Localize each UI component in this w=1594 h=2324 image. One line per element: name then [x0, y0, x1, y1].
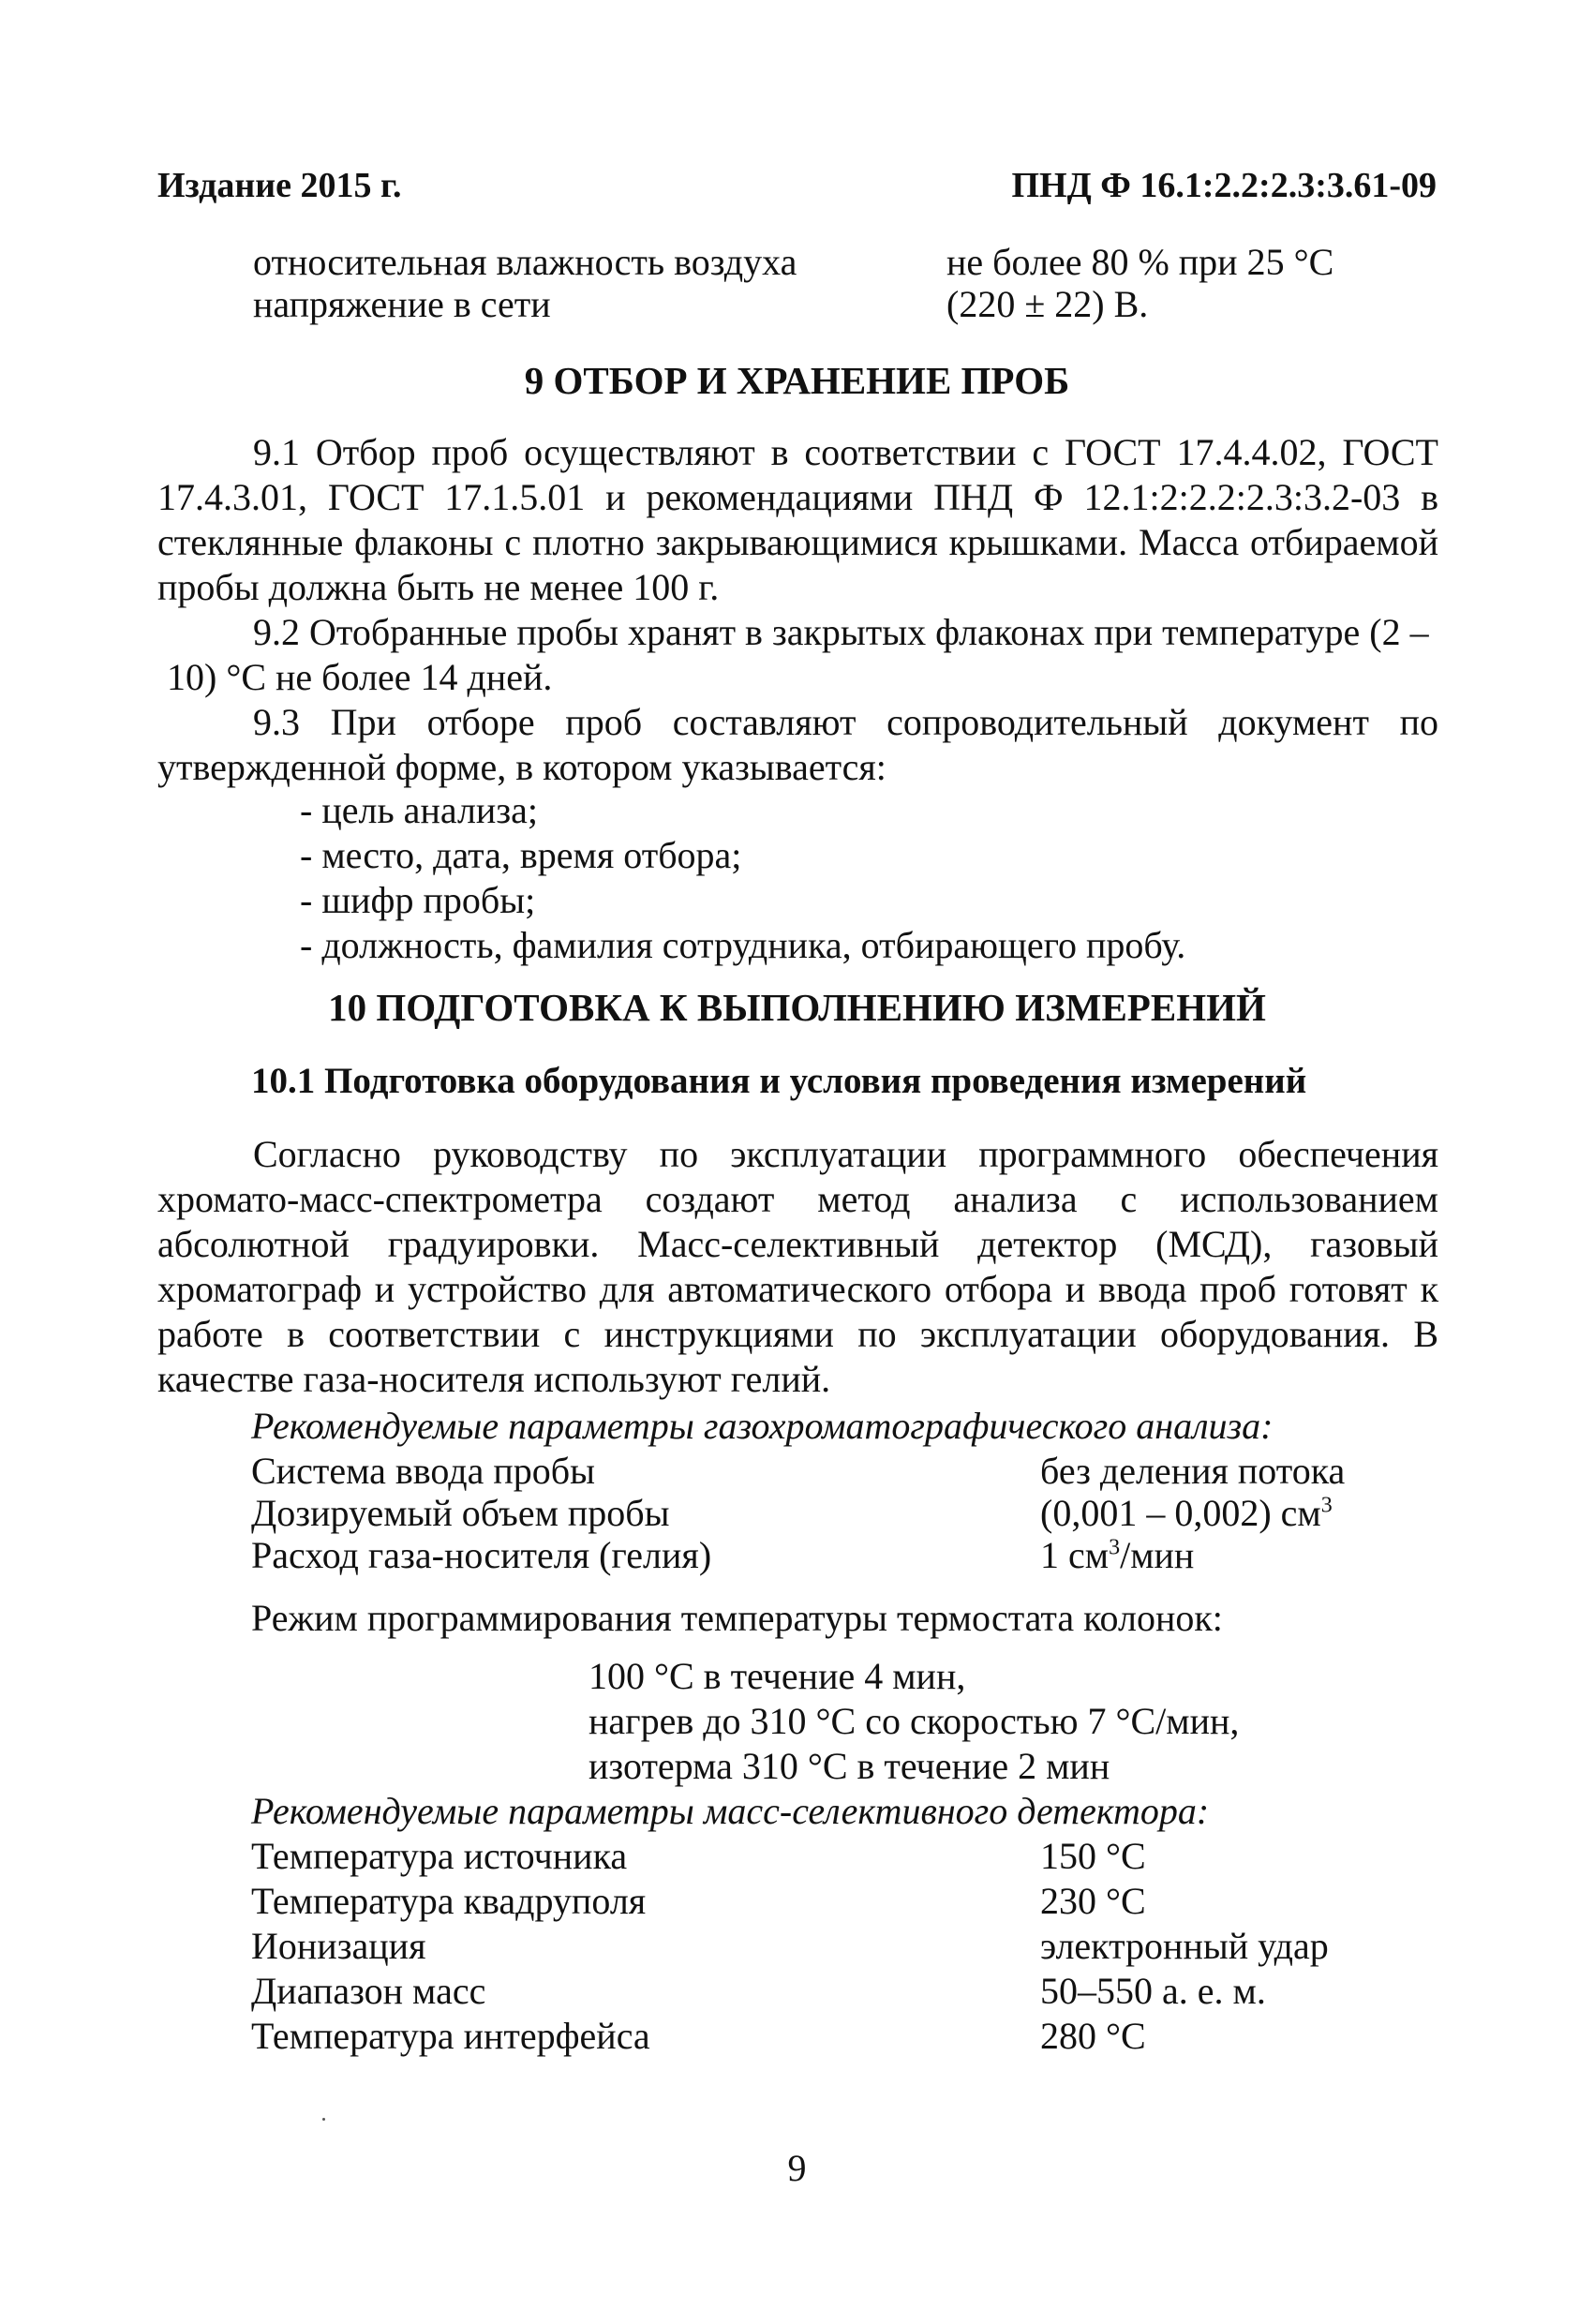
paragraph-9-1: 9.1 Отбор проб осуществляют в соответствии с ГОСТ 17.4.4.02, ГОСТ 17.4.3.01, ГОСТ 17.1.5.01 и рекомендациями ПНД Ф 12.1:2:2.2:2.3:3.2-03 в стеклянные флаконы с плотно закрывающимися крышками. Масса отбираемой пробы должна быть не менее 100 г.	[157, 431, 1438, 608]
condition-value-humidity: не более 80 % при 25 °С	[946, 241, 1334, 283]
condition-label-humidity: относительная влажность воздуха	[253, 241, 797, 283]
condition-label-voltage: напряжение в сети	[253, 283, 551, 325]
gc-param-value-text: (0,001 – 0,002) см	[1040, 1492, 1321, 1534]
page-number: 9	[787, 2147, 807, 2189]
gc-param-label: Расход газа-носителя (гелия)	[251, 1534, 712, 1576]
paragraph-9-3: 9.3 При отборе проб составляют сопроводительный документ по утвержденной форме, в котором указывается:	[157, 701, 1438, 788]
gc-param-label: Система ввода пробы	[251, 1450, 595, 1492]
temp-program-step: изотерма 310 °С в течение 2 мин	[588, 1745, 1110, 1787]
msd-param-label: Ионизация	[251, 1925, 426, 1967]
gc-params-title: Рекомендуемые параметры газохроматографического анализа:	[251, 1405, 1274, 1447]
list-item: - шифр пробы;	[300, 879, 536, 921]
temp-program-title: Режим программирования температуры термостата колонок:	[251, 1597, 1223, 1639]
section-9-title: 9 ОТБОР И ХРАНЕНИЕ ПРОБ	[524, 359, 1070, 402]
msd-param-label: Температура квадруполя	[251, 1880, 647, 1922]
list-item: - место, дата, время отбора;	[300, 834, 742, 876]
msd-param-value: электронный удар	[1040, 1925, 1329, 1967]
section-10-1-body	[157, 1132, 1438, 1402]
scan-speck	[322, 2118, 325, 2121]
document-code: ПНД Ф 16.1:2.2:2.3:3.61-09	[1011, 166, 1437, 205]
msd-params-title: Рекомендуемые параметры масс-селективного детектора:	[251, 1790, 1210, 1832]
msd-param-value: 230 °С	[1040, 1880, 1146, 1922]
section-10-1-title: 10.1 Подготовка оборудования и условия проведения измерений	[251, 1061, 1307, 1101]
msd-param-value: 150 °С	[1040, 1835, 1146, 1877]
msd-param-label: Диапазон масс	[251, 1970, 486, 2012]
section-9-body	[157, 430, 1438, 790]
list-item: - должность, фамилия сотрудника, отбирающего пробу.	[300, 924, 1186, 966]
section-10-title: 10 ПОДГОТОВКА К ВЫПОЛНЕНИЮ ИЗМЕРЕНИЙ	[328, 986, 1266, 1029]
gc-param-value	[1040, 1492, 1333, 1534]
edition-label: Издание 2015 г.	[157, 166, 402, 205]
temp-program-step: 100 °С в течение 4 мин,	[588, 1655, 966, 1697]
superscript: 3	[1320, 1493, 1333, 1518]
msd-param-value: 50–550 а. е. м.	[1040, 1970, 1266, 2012]
superscript: 3	[1109, 1535, 1121, 1560]
paragraph-9-2-end: 10) °С не более 14 дней.	[167, 656, 553, 698]
paragraph-9-2-start: 9.2 Отобранные пробы хранят в закрытых флаконах при температуре (2 –	[253, 611, 1429, 653]
condition-value-voltage: (220 ± 22) В.	[946, 283, 1149, 325]
gc-param-value	[1040, 1534, 1195, 1576]
msd-param-value: 280 °С	[1040, 2015, 1146, 2057]
gc-param-value-tail: /мин	[1120, 1534, 1195, 1576]
gc-param-label: Дозируемый объем пробы	[251, 1492, 670, 1534]
paragraph-10-1: Согласно руководству по эксплуатации программного обеспечения хромато-масс-спектрометра создают метод анализа с использованием абсолютной градуировки. Масс-селективный детектор (МСД), газовый хроматограф и устройство для автоматического отбора и ввода проб готовят к работе в соответствии с инструкциями по эксплуатации оборудования. В качестве газа-носителя используют гелий.	[157, 1133, 1438, 1400]
msd-param-label: Температура интерфейса	[251, 2015, 650, 2057]
list-item: - цель анализа;	[300, 789, 538, 831]
gc-param-value: без деления потока	[1040, 1450, 1346, 1492]
msd-param-label: Температура источника	[251, 1835, 628, 1877]
temp-program-step: нагрев до 310 °С со скоростью 7 °С/мин,	[588, 1700, 1240, 1742]
gc-param-value-text: 1 см	[1040, 1534, 1110, 1576]
